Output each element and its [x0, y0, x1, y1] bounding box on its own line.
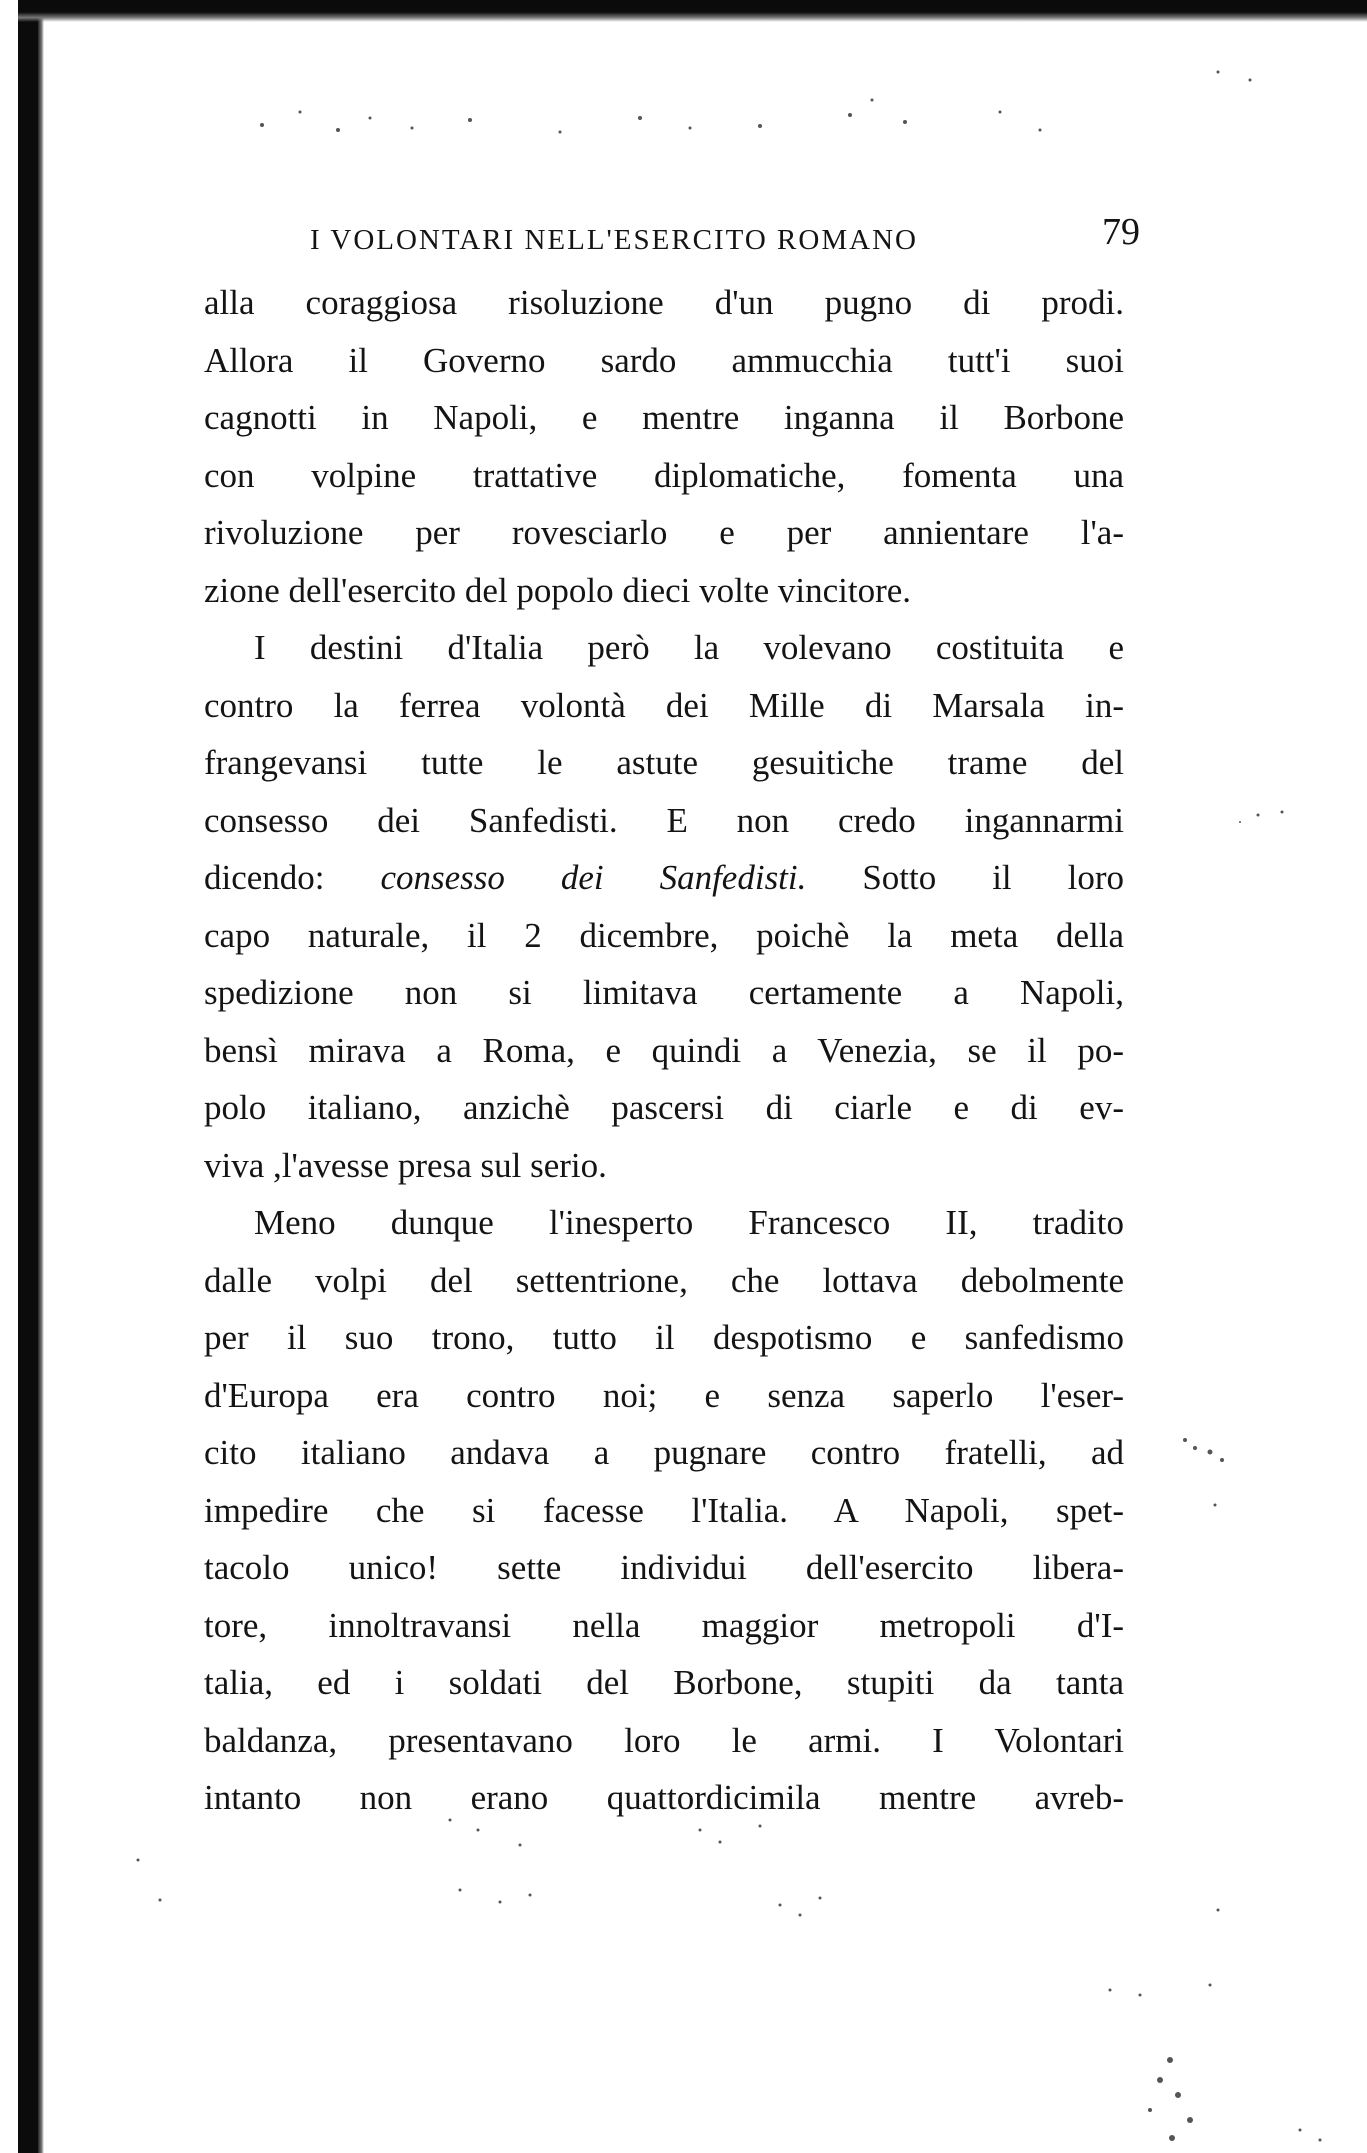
- text-line: [204, 1424, 1124, 1482]
- text-line: [204, 1252, 1124, 1310]
- text-line: [204, 1367, 1124, 1425]
- running-head-title: I VOLONTARI NELL'ESERCITO ROMANO: [310, 224, 918, 256]
- text-segment: per il suo trono, tutto il despotismo e sanfedismo: [204, 1318, 1124, 1357]
- text-line: [204, 964, 1124, 1022]
- text-segment: dalle volpi del settentrione, che lottava debolmente: [204, 1260, 1124, 1300]
- text-segment: viva ,l'avesse presa sul serio.: [204, 1145, 607, 1185]
- text-line: [204, 389, 1124, 447]
- text-segment: bensì mirava a Roma, e quindi a Venezia, se il po-: [204, 1030, 1124, 1070]
- text-segment: alla coraggiosa risoluzione d'un pugno di prodi.: [204, 283, 1124, 322]
- text-segment: intanto non erano quattordicimila mentre avreb-: [204, 1778, 1124, 1817]
- text-segment: frangevansi tutte le astute gesuitiche trame del: [204, 743, 1124, 782]
- text-segment: cito italiano andava a pugnare contro fratelli, ad: [204, 1433, 1124, 1472]
- text-segment: talia, ed i soldati del Borbone, stupiti da tanta: [204, 1663, 1124, 1702]
- italic-text-segment: consesso dei Sanfedisti.: [380, 858, 807, 897]
- text-line: [204, 1654, 1124, 1712]
- text-line: [204, 1482, 1124, 1540]
- text-line: [204, 619, 1124, 677]
- page-number: 79: [1102, 211, 1140, 253]
- running-head: [310, 208, 1140, 268]
- text-line: [204, 447, 1124, 505]
- text-segment: polo italiano, anzichè pascersi di ciarle e di ev-: [204, 1088, 1124, 1127]
- text-line: [204, 1539, 1124, 1597]
- text-segment: cagnotti in Napoli, e mentre inganna il Borbone: [204, 398, 1124, 437]
- text-segment: consesso dei Sanfedisti. E non credo ingannarmi: [204, 800, 1124, 840]
- text-line: [204, 274, 1124, 332]
- text-segment: Sotto il loro: [806, 858, 1124, 897]
- text-segment: contro la ferrea volontà dei Mille di Marsala in-: [204, 685, 1124, 725]
- text-line: [204, 677, 1124, 735]
- text-line: [204, 1194, 1124, 1252]
- text-line: [204, 792, 1124, 850]
- text-line: [204, 1769, 1124, 1827]
- text-line: [204, 1712, 1124, 1770]
- text-segment: spedizione non si limitava certamente a Napoli,: [204, 973, 1124, 1012]
- text-line: [204, 504, 1124, 562]
- text-line: [204, 1079, 1124, 1137]
- body-text: [204, 274, 1124, 1827]
- text-segment: tacolo unico! sette individui dell'esercito libera-: [204, 1548, 1124, 1587]
- text-segment: Meno dunque l'inesperto Francesco II, tradito: [254, 1203, 1124, 1242]
- text-line: [204, 1597, 1124, 1655]
- text-segment: Allora il Governo sardo ammucchia tutt'i suoi: [204, 340, 1124, 380]
- text-segment: dicendo:: [204, 858, 381, 897]
- text-line: [204, 849, 1124, 907]
- text-segment: tore, innoltravansi nella maggior metropoli d'I-: [204, 1605, 1124, 1645]
- text-segment: con volpine trattative diplomatiche, fomenta una: [204, 455, 1124, 495]
- text-line: [204, 332, 1124, 390]
- text-line: [204, 1309, 1124, 1367]
- text-line: [204, 562, 1124, 620]
- text-segment: zione dell'esercito del popolo dieci volte vincitore.: [204, 570, 912, 610]
- text-segment: d'Europa era contro noi; e senza saperlo l'eser-: [204, 1375, 1124, 1415]
- text-segment: rivoluzione per rovesciarlo e per annientare l'a-: [204, 513, 1124, 552]
- text-line: [204, 907, 1124, 965]
- text-line: [204, 734, 1124, 792]
- text-segment: impedire che si facesse l'Italia. A Napoli, spet-: [204, 1490, 1124, 1530]
- text-segment: I destini d'Italia però la volevano costituita e: [254, 628, 1124, 667]
- text-line: [204, 1022, 1124, 1080]
- text-segment: capo naturale, il 2 dicembre, poichè la meta della: [204, 915, 1124, 955]
- text-line: [204, 1137, 1124, 1195]
- text-segment: baldanza, presentavano loro le armi. I Volontari: [204, 1720, 1124, 1760]
